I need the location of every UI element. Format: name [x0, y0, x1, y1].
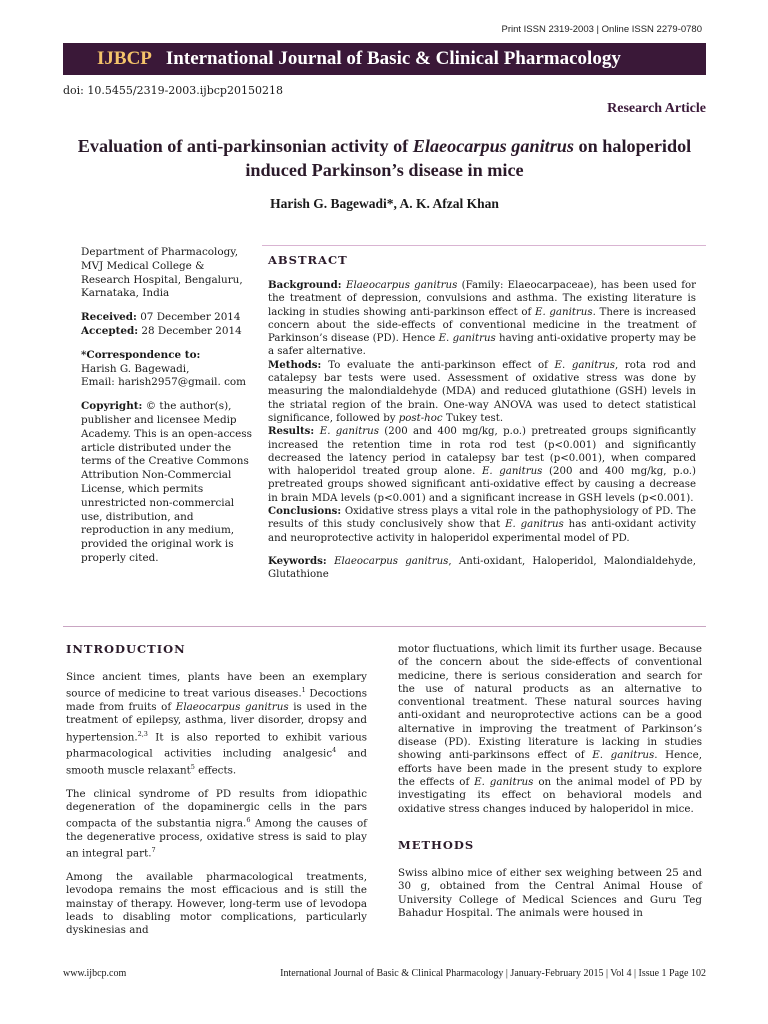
journal-abbreviation: IJBCP: [97, 48, 152, 69]
authors: Harish G. Bagewadi*, A. K. Afzal Khan: [270, 196, 499, 211]
citation-ref[interactable]: 7: [151, 846, 156, 855]
copyright-text: © the author(s), publisher and licensee Medip Academy. This is an open-access article distributed under the terms of the Creative Commons Attribution Non-Commercial License, which permits unrestricted non-commercial use, distribution, and reproduction in any medium, provided the original work is properly cited.: [81, 400, 252, 564]
conclusions-text: has anti-oxidant activity and neuroprotective activity in haloperidol experimental model of PD.: [268, 519, 696, 544]
background-text: (Family: Elaeocarpaceae), has been used for the treatment of depression, convulsions and asthma. The existing literature is lacking in studies showing anti-parkinson effect of: [268, 280, 696, 318]
citation-ref[interactable]: 6: [246, 816, 251, 825]
accepted-label: Accepted:: [81, 324, 139, 337]
intro-text: It is also reported to exhibit various pharmacological activities including analgesic: [66, 731, 367, 760]
intro-text: is used in the treatment of epilepsy, asthma, liver disorder, dropsy and hypertension.: [66, 701, 367, 744]
species-name: Elaeocarpus ganitrus: [175, 701, 289, 714]
methods-label: Methods:: [268, 358, 329, 371]
title-part1: Evaluation of anti-parkinsonian activity of: [77, 136, 413, 156]
title-species: Elaeocarpus ganitrus: [412, 136, 574, 156]
accepted-date: 28 December 2014: [138, 324, 242, 337]
copyright-notice: [81, 400, 253, 566]
background-text: having anti-oxidative property may be a safer alternative.: [268, 333, 696, 358]
species-abbr: E. ganitrus: [535, 306, 593, 318]
methods-text: To evaluate the anti-parkinson effect of: [328, 359, 555, 371]
species-abbr: E. ganitrus: [481, 466, 543, 478]
journal-banner: [63, 43, 706, 75]
introduction-heading: INTRODUCTION: [66, 642, 186, 656]
intro-text: Decoctions made from fruits of: [66, 687, 368, 714]
results-label: Results:: [268, 425, 320, 438]
species-abbr: E. ganitrus: [592, 749, 655, 762]
citation-ref[interactable]: 2,3: [137, 729, 148, 738]
species-abbr: E. ganitrus: [438, 333, 496, 345]
intro-text: motor fluctuations, which limit its further usage. Because of the concern about the side-effects of conventional medicine, there is serious consideration and search for the use of natural products as an alternative to conventional treatment. These natural sources having anti-oxidant and neuroprotective actions can be a good alternative in improving the treatment of Parkinson’s disease (PD). Existing literature is lacking in studies showing anti-parkinsons effect of: [398, 643, 702, 762]
introduction-right-column: [398, 643, 702, 816]
abstract-body: [268, 279, 696, 582]
citation-ref[interactable]: 4: [332, 746, 337, 755]
species-name: Elaeocarpus ganitrus: [346, 280, 458, 291]
article-type: Research Article: [607, 101, 706, 116]
intro-text: . Hence, efforts have been made in the present study to explore the effects of: [398, 749, 702, 788]
title-part2: on haloperidol induced Parkinson’s disease in mice: [245, 136, 692, 180]
abstract-methods: [268, 359, 696, 425]
abstract-conclusions: [268, 505, 696, 545]
citation-ref[interactable]: 5: [190, 763, 195, 772]
methods-text: Tukey test.: [442, 412, 504, 424]
species-name: Elaeocarpus ganitrus: [334, 555, 449, 567]
species-abbr: E. ganitrus: [319, 426, 379, 438]
received-date: 07 December 2014: [136, 311, 241, 324]
intro-paragraph-2: [66, 788, 367, 861]
abstract-heading: ABSTRACT: [268, 253, 348, 267]
results-text: (200 and 400 mg/kg, p.o.) pretreated groups significantly increased the retention time in rota rod test (p<0.001) and significantly decreased the latency period in catalepsy bar test (p<0.001), when compared with haloperidol treated group alone.: [268, 426, 696, 478]
background-text: . There is increased concern about the side-effects of conventional medicine in the treatment of Parkinson’s disease (PD). Hence: [268, 306, 696, 345]
intro-text: effects.: [194, 764, 237, 777]
doi[interactable]: doi: 10.5455/2319-2003.ijbcp20150218: [63, 84, 283, 97]
methods-text: Swiss albino mice of either sex weighing between 25 and 30 g, obtained from the Central Animal House of University College of Medical Sciences and Guru Teg Bahadur Hospital. The animals were housed in: [398, 867, 702, 919]
intro-text: on the animal model of PD by investigating its effect on behavioral models and oxidative stress changes induced by haloperidol in mice.: [398, 775, 702, 815]
intro-paragraph-1: [66, 671, 367, 778]
results-text: (200 and 400 mg/kg, p.o.) pretreated groups showed significant anti-oxidative effect by causing a decrease in brain MDA levels (p<0.001) and a significant increase in GSH levels (p<0.001).: [268, 466, 696, 504]
correspondence-label: *Correspondence to:: [81, 348, 201, 361]
footer-citation: International Journal of Basic & Clinical Pharmacology | January-February 2015 | Vol 4 | Issue 1 Page 102: [280, 968, 706, 979]
posthoc-term: post-hoc: [398, 412, 443, 424]
methods-text: , rota rod and catalepsy bar tests were used. Assessment of oxidative stress was done by measuring the malondialdehyde (MDA) and reduced glutathione (GSH) levels in the striatal region of the brain. One-way ANOVA was used to detect statistical significance, followed by: [268, 359, 696, 424]
keywords-text: , Anti-oxidant, Haloperidol, Malondialdehyde, Glutathione: [268, 555, 697, 581]
article-info-column: [81, 246, 253, 576]
correspondence-name: Harish G. Bagewadi,: [81, 362, 190, 375]
methods-heading: METHODS: [398, 838, 475, 852]
species-abbr: E. ganitrus: [505, 519, 564, 531]
abstract-results: [268, 425, 696, 505]
intro-paragraph-4: [398, 643, 702, 816]
conclusions-label: Conclusions:: [268, 505, 345, 518]
abstract-background: [268, 279, 696, 359]
conclusions-text: Oxidative stress plays a vital role in the pathophysiology of PD. The results of this study conclusively show that: [268, 506, 697, 531]
journal-name: International Journal of Basic & Clinical Pharmacology: [165, 48, 621, 69]
species-abbr: E. ganitrus: [474, 775, 534, 788]
keywords-label: Keywords:: [268, 554, 335, 567]
affiliation: Department of Pharmacology, MVJ Medical College & Research Hospital, Bengaluru, Karnataka, India: [81, 246, 243, 300]
correspondence-email[interactable]: Email: harish2957@gmail. com: [81, 376, 246, 389]
section-divider: [63, 626, 706, 627]
article-dates: [81, 311, 253, 339]
intro-text: Since ancient times, plants have been an exemplary source of medicine to treat various diseases.: [66, 671, 367, 700]
citation-ref[interactable]: 1: [301, 686, 306, 695]
intro-text: and smooth muscle relaxant: [66, 747, 367, 777]
species-abbr: E. ganitrus: [554, 359, 616, 371]
intro-text: The clinical syndrome of PD results from idiopathic degeneration of the dopaminergic cells in the pars compacta of the substantia nigra.: [66, 787, 367, 830]
keywords: [268, 555, 696, 582]
copyright-label: Copyright:: [81, 400, 143, 413]
issn-line: Print ISSN 2319-2003 | Online ISSN 2279-0780: [501, 24, 702, 35]
intro-paragraph-3: Among the available pharmacological treatments, levodopa remains the most efficacious and is still the mainstay of therapy. However, long-term use of levodopa leads to disabling motor complications, particularly dyskinesias and: [66, 871, 367, 937]
introduction-left-column: [66, 671, 367, 948]
correspondence: [81, 349, 253, 390]
received-label: Received:: [81, 311, 137, 324]
article-title: [63, 134, 706, 182]
footer-website[interactable]: www.ijbcp.com: [63, 968, 127, 979]
intro-text: Among the causes of the degenerative process, oxidative stress is said to play an integral part.: [66, 817, 367, 860]
background-label: Background:: [268, 279, 347, 291]
